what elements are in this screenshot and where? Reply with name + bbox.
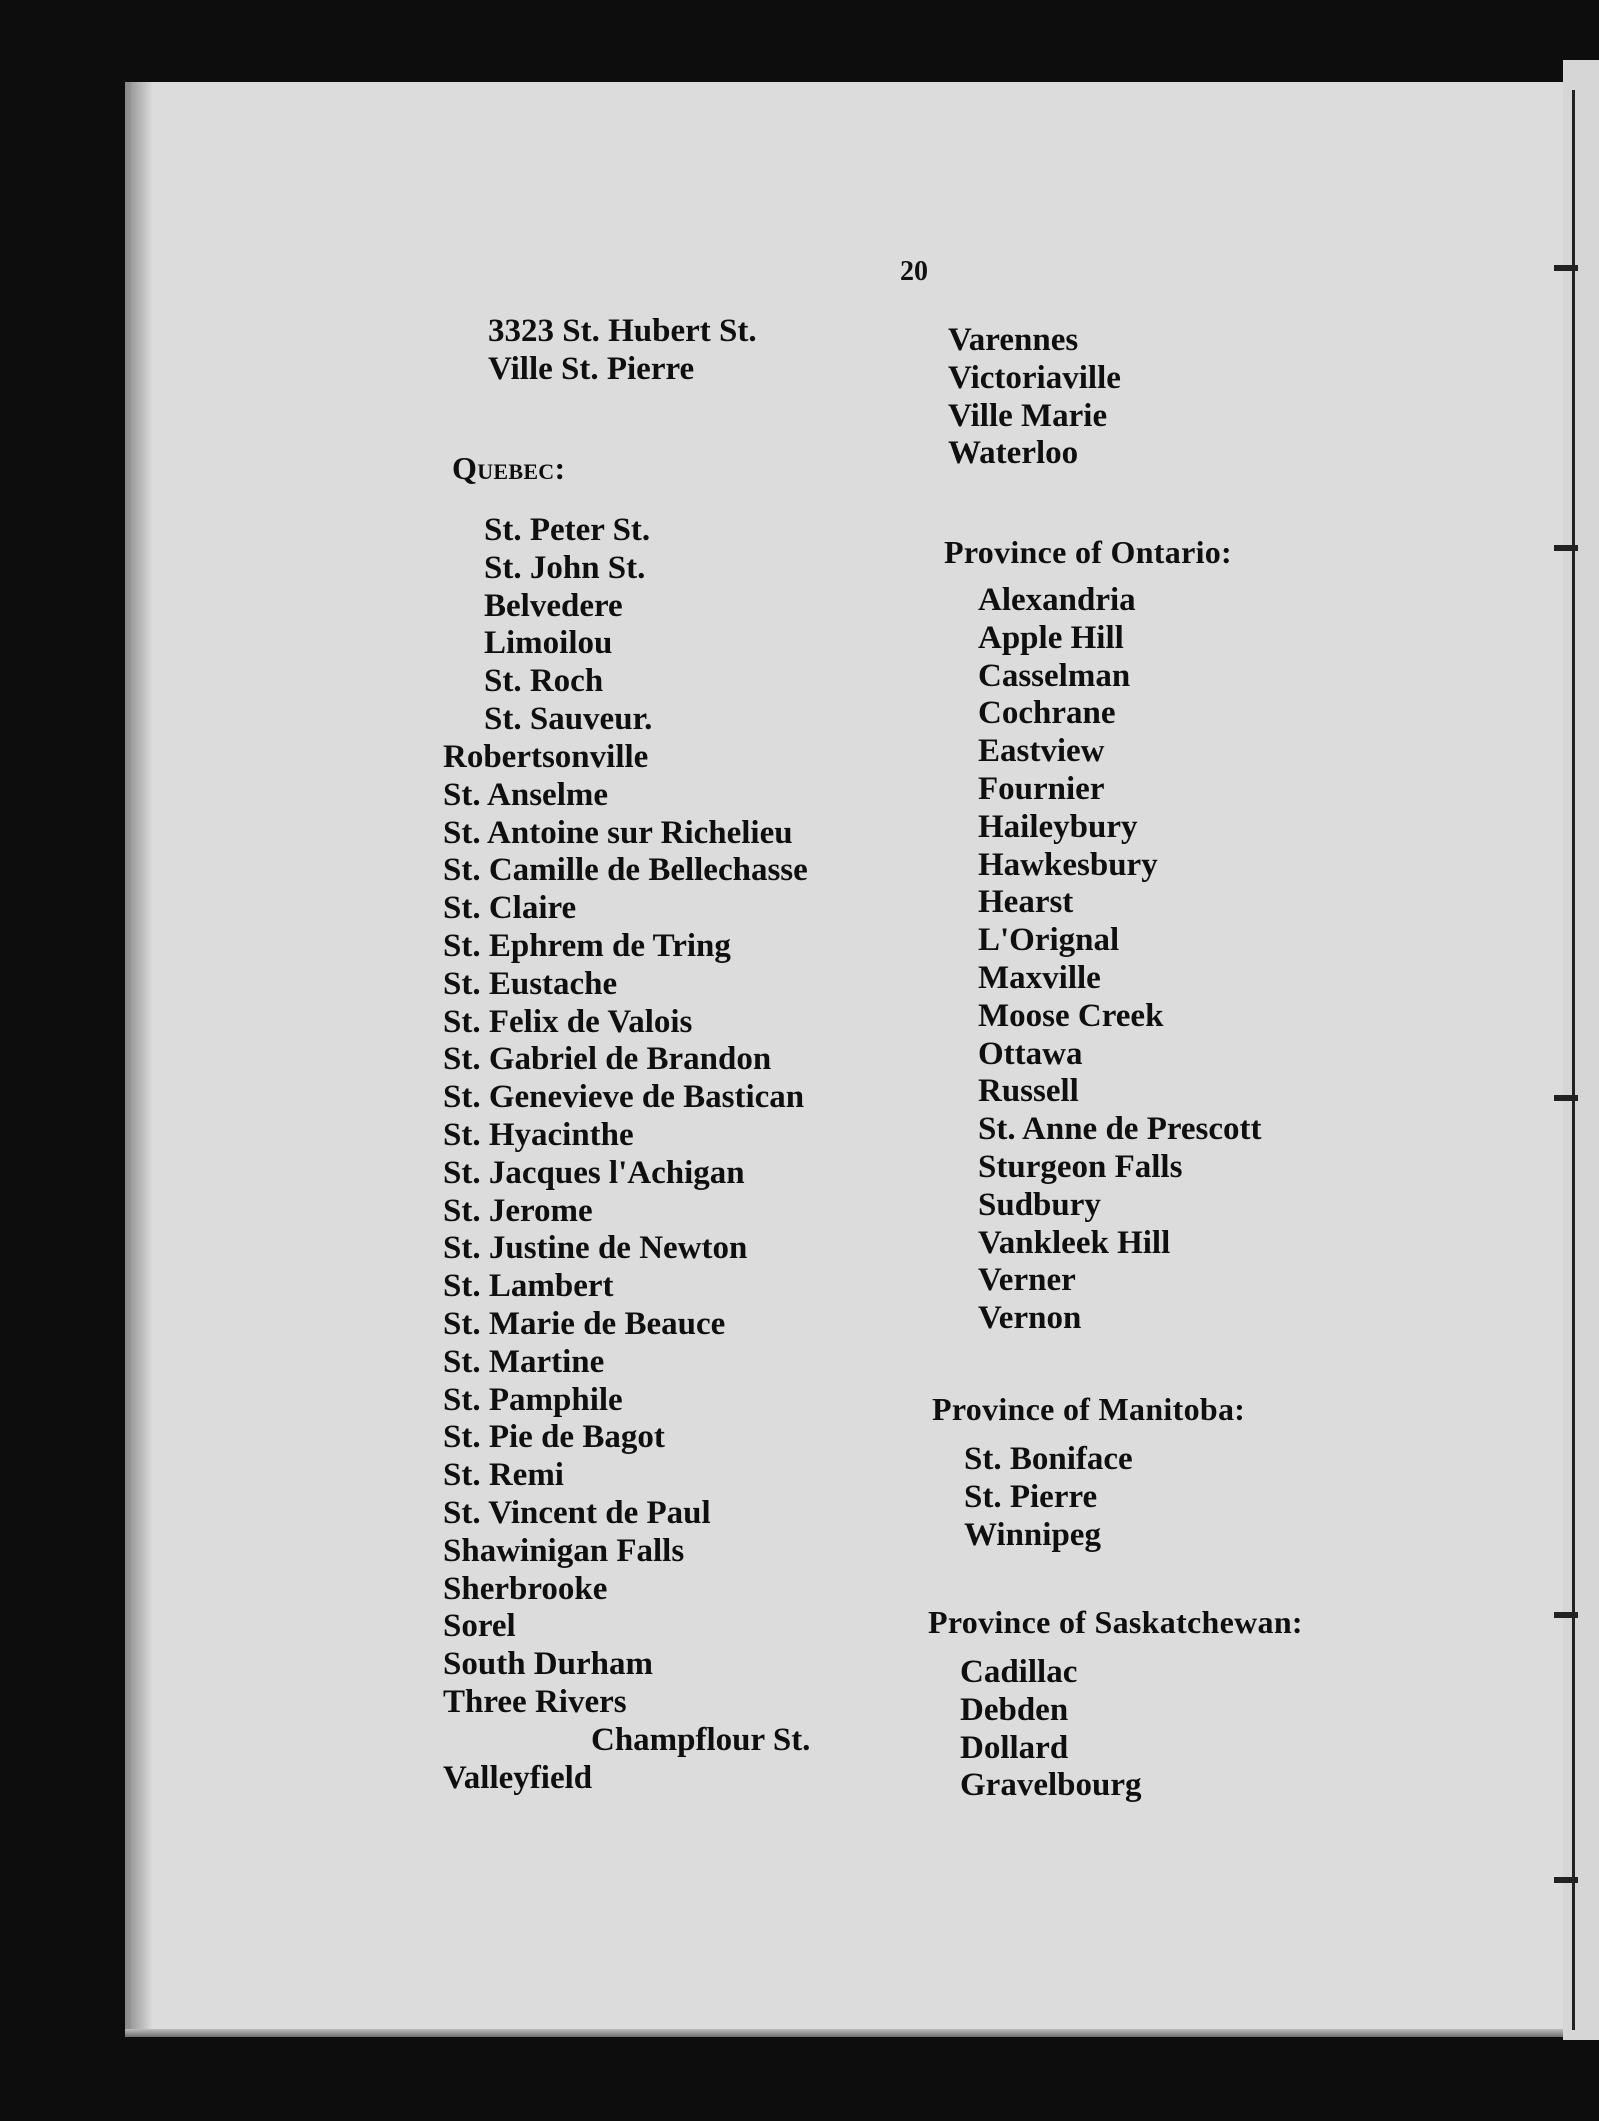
list-item: Hawkesbury: [978, 846, 1158, 883]
list-item: Verner: [978, 1262, 1076, 1299]
list-item: Haileybury: [978, 808, 1138, 845]
list-item: Maxville: [978, 959, 1101, 996]
list-item: St. Gabriel de Brandon: [443, 1041, 772, 1078]
list-item: Belvedere: [484, 587, 623, 624]
list-item: South Durham: [443, 1646, 653, 1683]
list-item: Alexandria: [978, 582, 1136, 618]
list-item: L'Orignal: [978, 922, 1120, 959]
list-item: St. Jacques l'Achigan: [443, 1154, 745, 1191]
list-item: Limoilou: [484, 625, 613, 662]
list-item: St. Pie de Bagot: [443, 1419, 665, 1456]
saskatchewan-heading: Province of Saskatchewan:: [928, 1604, 1303, 1640]
list-item: Dollard: [960, 1729, 1069, 1766]
page-bottom-edge: [125, 2029, 1563, 2037]
saskatchewan-places-list: [960, 1654, 1141, 1805]
list-item: Shawinigan Falls: [443, 1532, 685, 1569]
edge-tick-mark: [1554, 1095, 1578, 1101]
list-item: St. Hyacinthe: [443, 1116, 634, 1153]
list-item: Vernon: [978, 1300, 1082, 1337]
edge-tick-mark: [1554, 265, 1578, 271]
list-item: Apple Hill: [978, 619, 1124, 656]
list-item: St. Camille de Bellechasse: [443, 852, 808, 889]
list-item: Ottawa: [978, 1035, 1083, 1072]
list-item: Cochrane: [978, 695, 1116, 732]
list-item: Three Rivers: [443, 1683, 627, 1720]
list-item: Hearst: [978, 884, 1074, 921]
book-page: [125, 82, 1569, 2037]
list-item: St. Claire: [443, 890, 577, 927]
list-item: St. Peter St.: [484, 512, 651, 548]
edge-tick-mark: [1554, 1877, 1578, 1883]
quebec-heading: Quebec:: [452, 450, 566, 486]
list-item: Victoriaville: [948, 359, 1121, 396]
list-item: Russell: [978, 1073, 1079, 1110]
list-item: Sudbury: [978, 1186, 1101, 1223]
edge-tick-mark: [1554, 1612, 1578, 1618]
list-item: Sturgeon Falls: [978, 1148, 1183, 1185]
list-item: St. Vincent de Paul: [443, 1494, 711, 1531]
list-item: St. Pierre: [964, 1478, 1098, 1515]
manitoba-places-list: [964, 1441, 1133, 1554]
list-item: Vankleek Hill: [978, 1224, 1171, 1261]
list-item: St. Marie de Beauce: [443, 1305, 726, 1342]
list-item: Robertsonville: [443, 739, 649, 775]
list-item: St. Boniface: [964, 1441, 1133, 1477]
list-item: St. Lambert: [443, 1268, 614, 1305]
list-item: 3323 St. Hubert St.: [488, 313, 757, 349]
list-item: Sherbrooke: [443, 1570, 608, 1607]
list-item: St. Genevieve de Bastican: [443, 1079, 805, 1116]
edge-tick-mark: [1554, 545, 1578, 551]
list-item: St. Ephrem de Tring: [443, 927, 731, 964]
ontario-heading: Province of Ontario:: [944, 534, 1233, 570]
list-item: Casselman: [978, 657, 1131, 694]
list-item: Ville Marie: [948, 397, 1108, 434]
list-item: Debden: [960, 1691, 1069, 1728]
page-edge-line: [1572, 90, 1575, 2030]
ontario-places-list: [978, 582, 1262, 1338]
page-gutter-shadow: [125, 82, 153, 2037]
list-item: Fournier: [978, 770, 1105, 807]
list-item: St. Justine de Newton: [443, 1230, 748, 1267]
quebec-places-list: [443, 739, 810, 1797]
list-item: St. Jerome: [443, 1192, 593, 1229]
quebec-continued-list: [948, 322, 1121, 473]
list-item: Valleyfield: [443, 1759, 593, 1796]
list-item: Gravelbourg: [960, 1767, 1142, 1804]
list-item: Cadillac: [960, 1654, 1078, 1690]
list-item: Varennes: [948, 322, 1079, 358]
list-item-sub: Champflour St.: [591, 1721, 811, 1758]
list-item: St. Pamphile: [443, 1381, 623, 1418]
list-item: St. Antoine sur Richelieu: [443, 814, 793, 851]
adjacent-page-strip: [1563, 60, 1599, 2040]
quebec-street-list: [484, 512, 652, 739]
list-item: St. Martine: [443, 1343, 605, 1380]
list-item: Eastview: [978, 733, 1105, 770]
list-item: Sorel: [443, 1608, 516, 1645]
list-item: Winnipeg: [964, 1516, 1101, 1553]
list-item: St. Sauveur.: [484, 700, 653, 737]
list-item: St. Roch: [484, 663, 604, 700]
list-item: St. Anselme: [443, 776, 608, 813]
list-item: Ville St. Pierre: [488, 350, 695, 387]
list-item: Waterloo: [948, 435, 1079, 472]
list-item: St. Remi: [443, 1457, 564, 1494]
list-item: St. Eustache: [443, 965, 618, 1002]
manitoba-heading: Province of Manitoba:: [932, 1391, 1246, 1427]
list-item: St. Felix de Valois: [443, 1003, 693, 1040]
montreal-continued-list: [488, 313, 757, 389]
list-item: St. John St.: [484, 549, 646, 586]
list-item: St. Anne de Prescott: [978, 1111, 1262, 1148]
list-item: Moose Creek: [978, 997, 1164, 1034]
page-number: 20: [900, 256, 928, 287]
